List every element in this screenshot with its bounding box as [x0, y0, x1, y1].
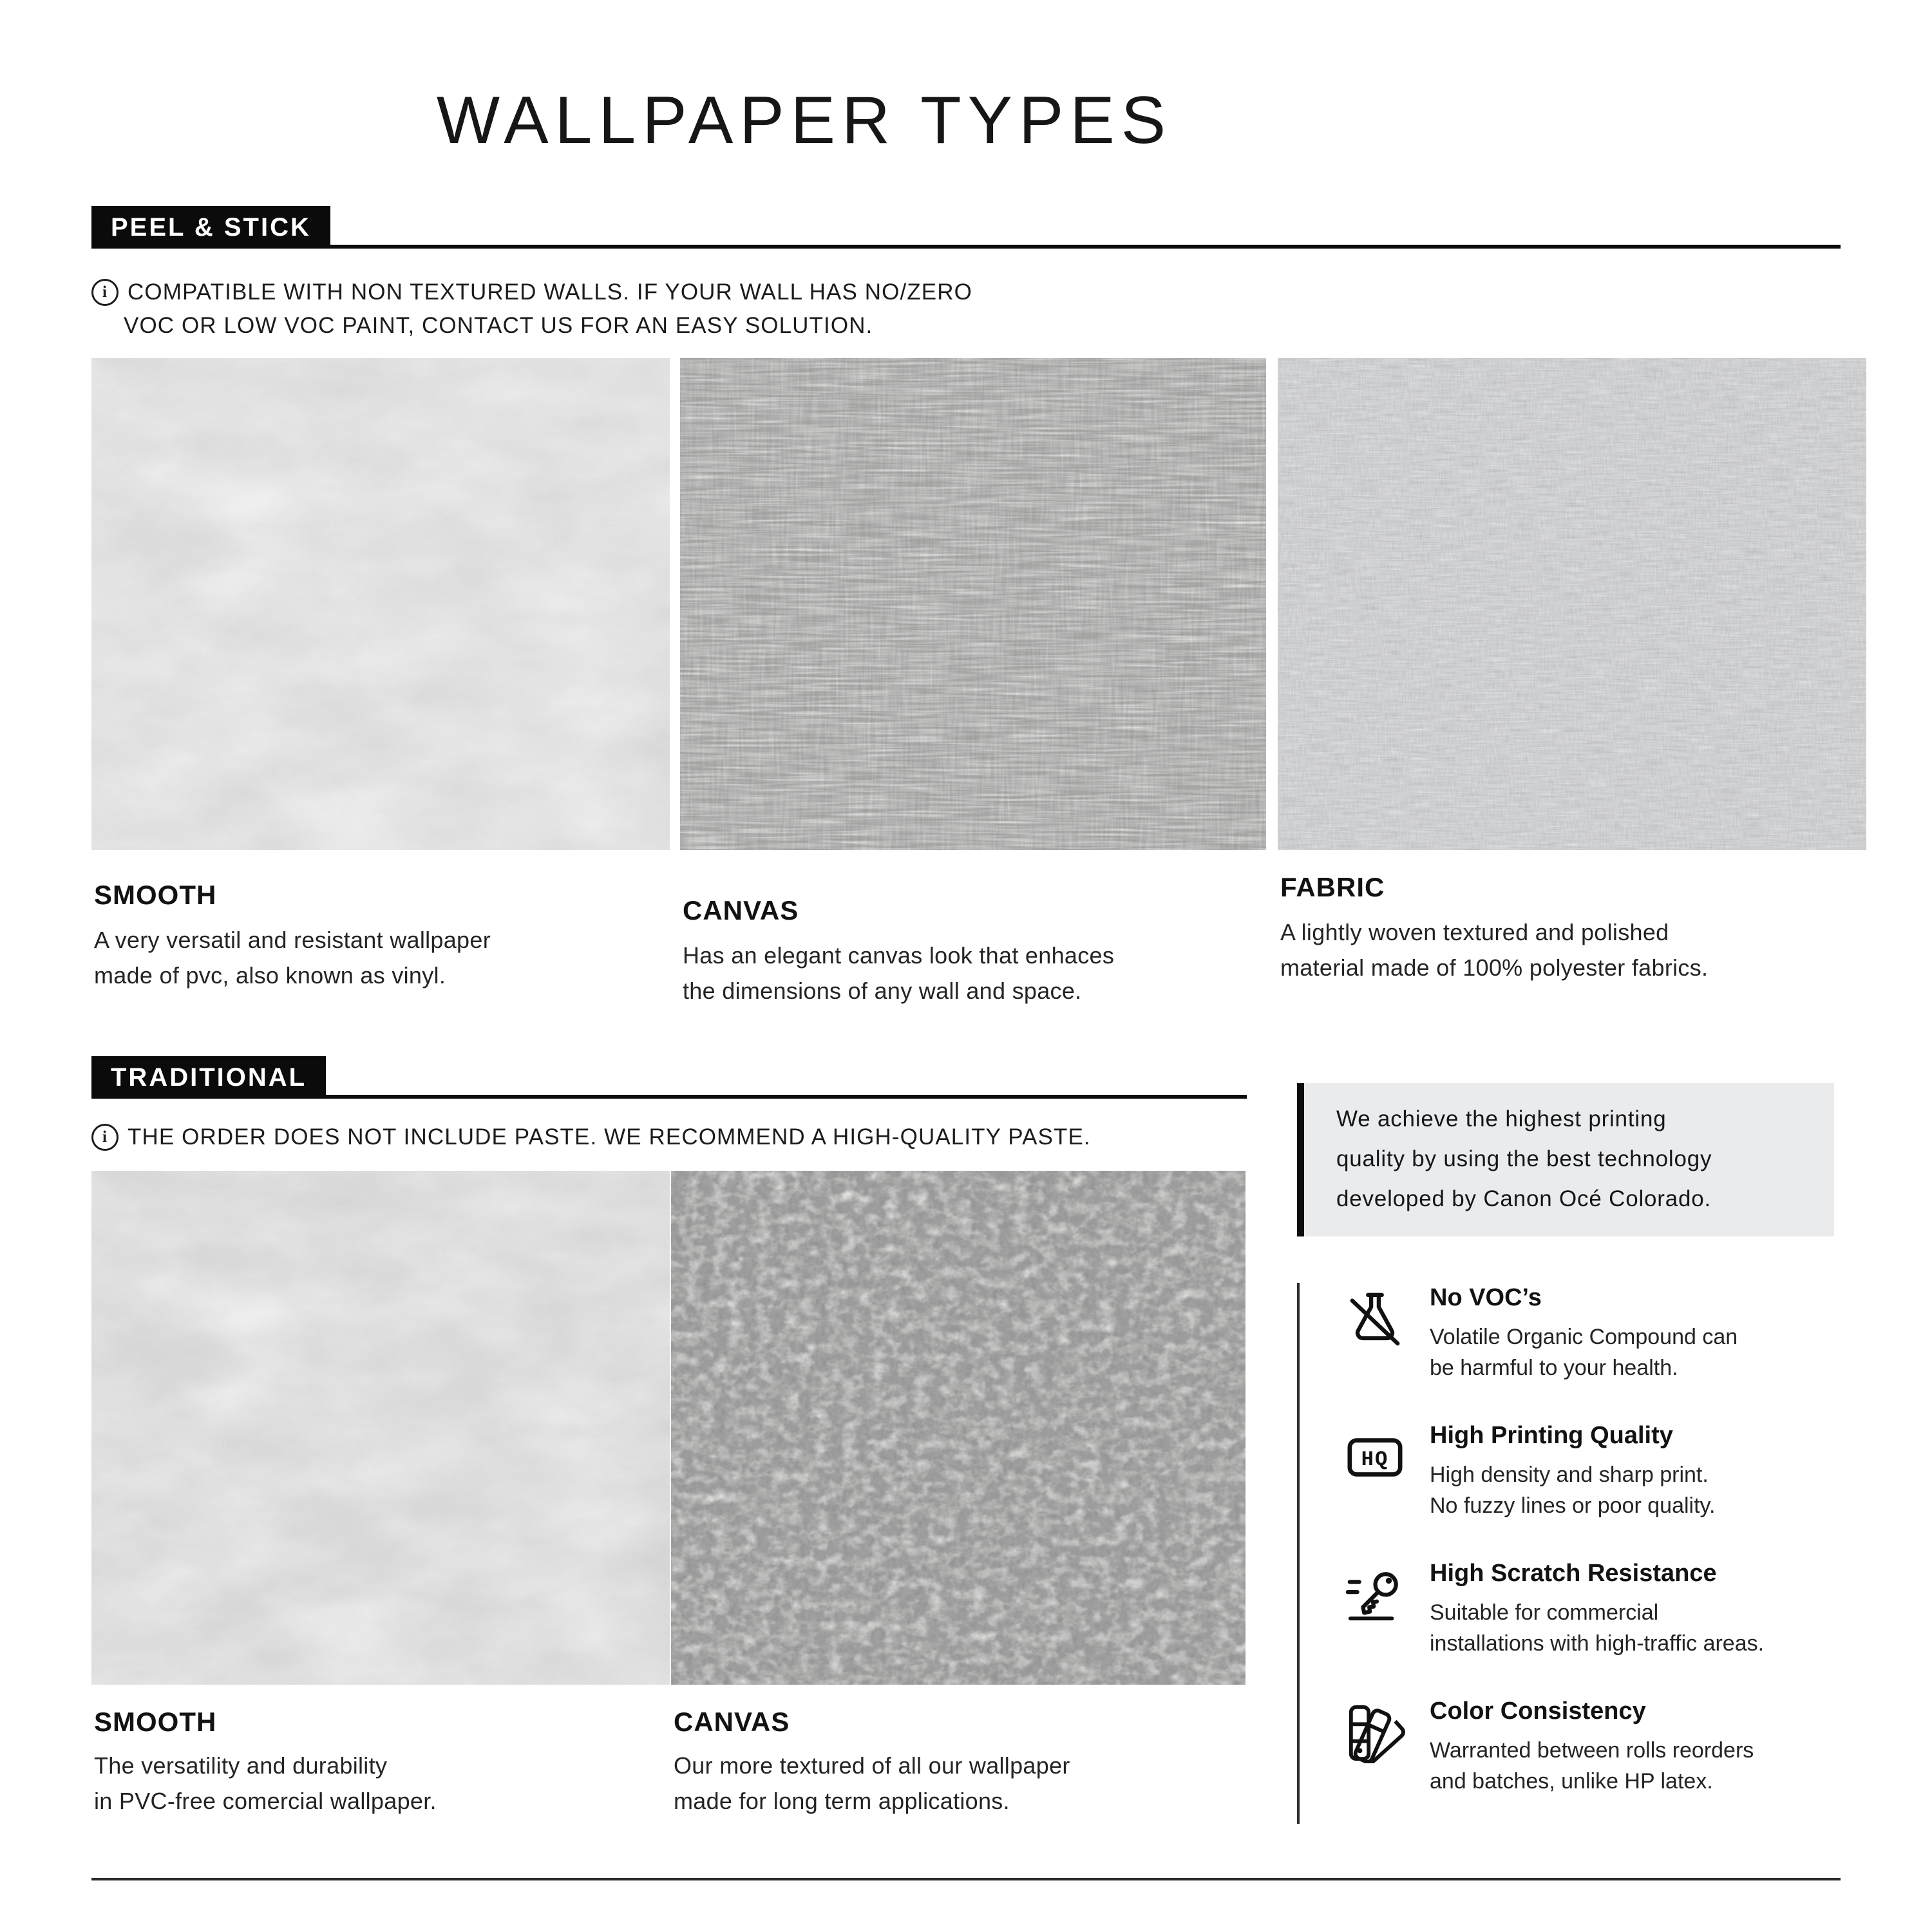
type-desc-smooth-traditional: The versatility and durability in PVC-free comercial wallpaper.: [94, 1752, 437, 1814]
info-icon: i: [91, 279, 118, 306]
feature-title: Color Consistency: [1430, 1698, 1646, 1725]
color-swatches-icon: [1345, 1703, 1405, 1763]
feature-color-consistency: [1297, 1698, 1877, 1833]
type-desc-fabric: A lightly woven textured and polished material made of 100% polyester fabrics.: [1280, 919, 1709, 981]
printing-quality-note: We achieve the highest printing quality by using the best technology developed by Canon Océ Colorado.: [1304, 1083, 1834, 1236]
canvas-texture-sample: [680, 358, 1266, 850]
feature-desc: Warranted between rolls reorders and batches, unlike HP latex.: [1430, 1738, 1754, 1794]
feature-desc: Suitable for commercial installations with high-traffic areas.: [1430, 1600, 1765, 1656]
fabric-texture-sample: [1278, 358, 1866, 850]
hq-badge-icon: [1345, 1427, 1405, 1488]
note-text-line2: VOC OR LOW VOC PAINT, CONTACT US FOR AN EASY SOLUTION.: [124, 313, 873, 338]
svg-text:HQ: HQ: [1361, 1447, 1389, 1472]
type-name-canvas-traditional: CANVAS: [674, 1707, 790, 1737]
bottom-rule: [91, 1878, 1841, 1880]
info-icon: i: [91, 1124, 118, 1151]
note-text-line1: COMPATIBLE WITH NON TEXTURED WALLS. IF YOUR WALL HAS NO/ZERO: [128, 279, 972, 305]
feature-title: High Printing Quality: [1430, 1422, 1673, 1449]
feature-desc: High density and sharp print. No fuzzy lines or poor quality.: [1430, 1463, 1716, 1518]
quality-box-accent-bar: [1297, 1083, 1304, 1236]
type-name-smooth: SMOOTH: [94, 880, 217, 910]
type-name-smooth-traditional: SMOOTH: [94, 1707, 217, 1737]
key-icon: [1345, 1565, 1405, 1625]
type-desc-smooth: A very versatil and resistant wallpaper made of pvc, also known as vinyl.: [94, 927, 491, 989]
page-title: WALLPAPER TYPES: [436, 83, 1173, 158]
feature-no-vocs: [1297, 1284, 1877, 1419]
feature-high-printing-quality: [1297, 1422, 1877, 1557]
type-desc-canvas-traditional: Our more textured of all our wallpaper made for long term applications.: [674, 1752, 1070, 1814]
note-text: THE ORDER DOES NOT INCLUDE PASTE. WE RECOMMEND A HIGH-QUALITY PASTE.: [128, 1124, 1091, 1150]
type-desc-canvas: Has an elegant canvas look that enhaces the dimensions of any wall and space.: [683, 942, 1115, 1004]
peel-stick-note: [91, 276, 972, 343]
feature-title: No VOC’s: [1430, 1284, 1542, 1311]
smooth-texture-sample: [91, 358, 670, 850]
peel-stick-section-rule: [91, 245, 1841, 249]
peel-stick-badge: PEEL & STICK: [91, 206, 330, 249]
traditional-note: [91, 1121, 1091, 1154]
traditional-badge: TRADITIONAL: [91, 1056, 326, 1099]
type-name-fabric: FABRIC: [1280, 872, 1385, 902]
canvas-traditional-texture-sample: [671, 1171, 1245, 1685]
type-name-canvas: CANVAS: [683, 895, 799, 925]
feature-high-scratch-resistance: [1297, 1560, 1877, 1695]
feature-desc: Volatile Organic Compound can be harmful to your health.: [1430, 1325, 1738, 1380]
no-voc-flask-icon: [1345, 1289, 1405, 1350]
smooth-traditional-texture-sample: [91, 1171, 670, 1685]
feature-title: High Scratch Resistance: [1430, 1560, 1717, 1587]
